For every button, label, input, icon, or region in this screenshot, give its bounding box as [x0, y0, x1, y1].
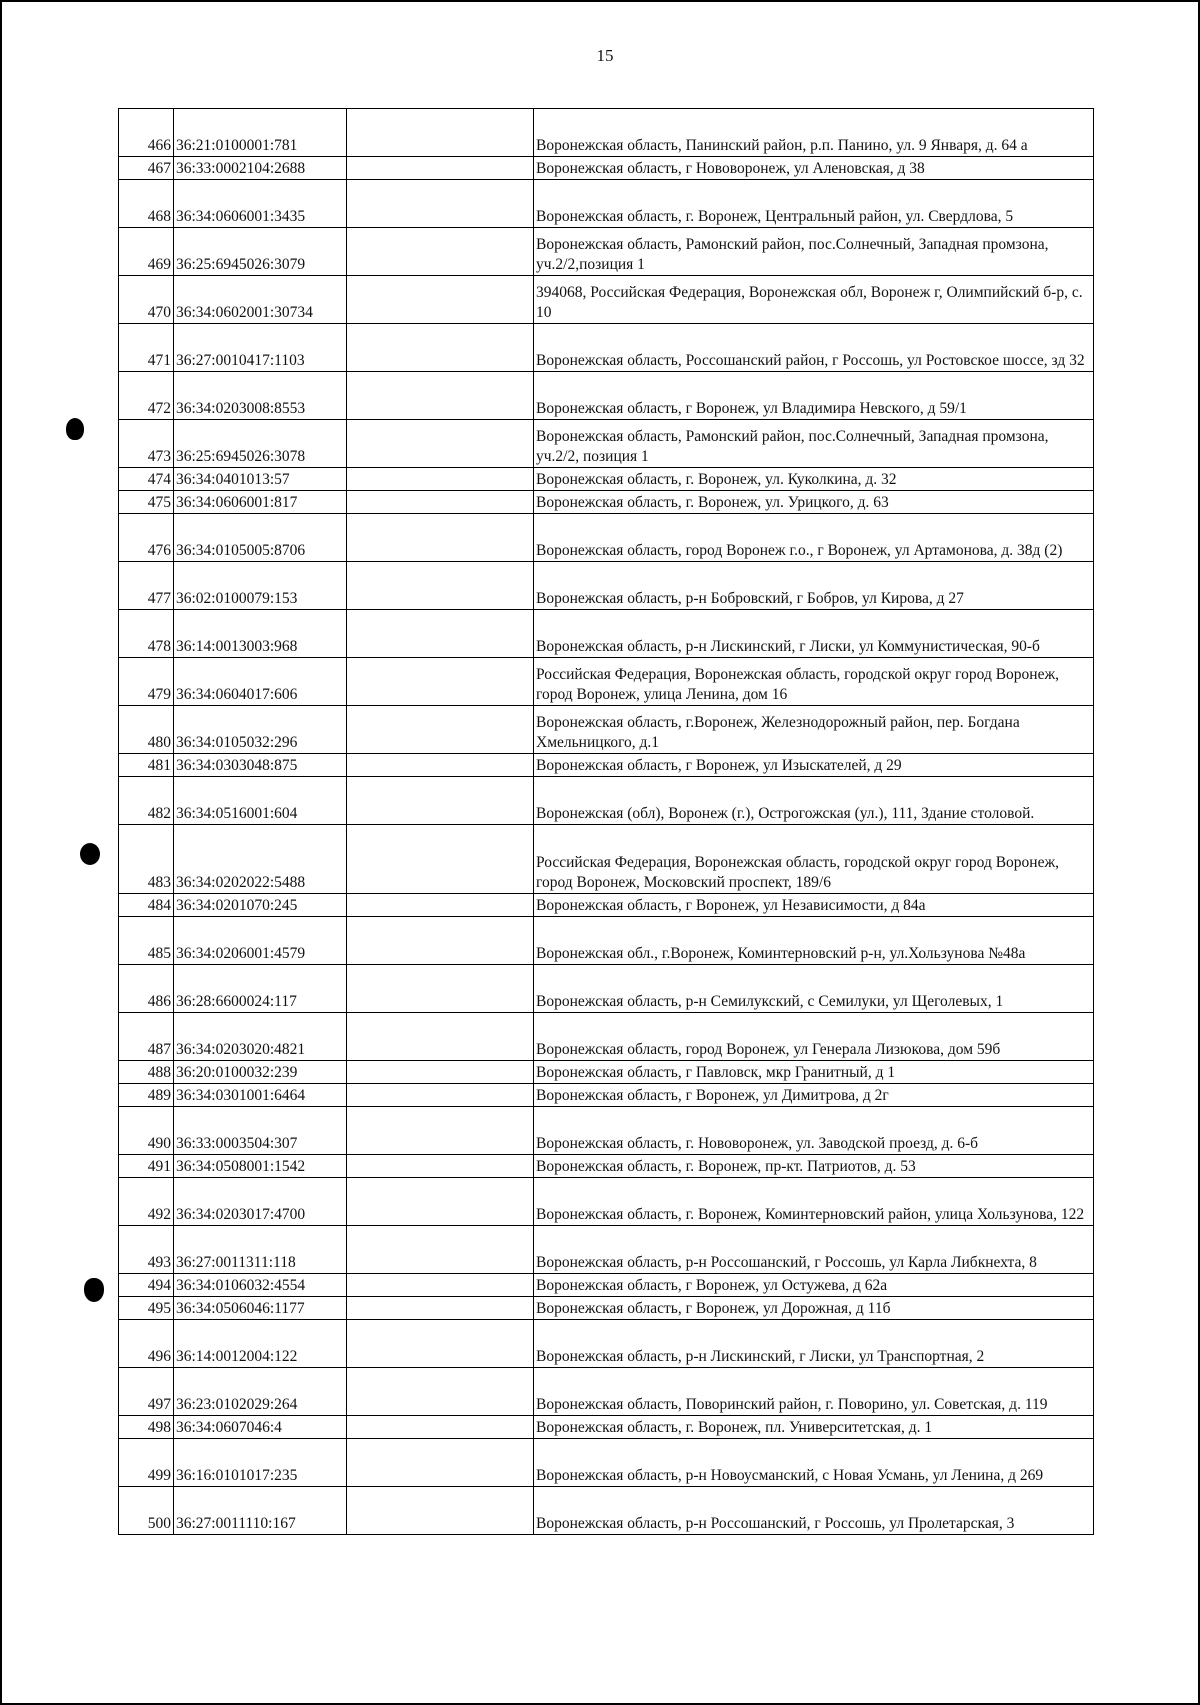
address: Воронежская область, г Воронеж, ул Дорожная, д 11б	[534, 1297, 1094, 1320]
empty-cell	[347, 1178, 534, 1226]
cadastral-number: 36:23:0102029:264	[174, 1368, 347, 1416]
address: Российская Федерация, Воронежская область, городской округ город Воронеж, город Воронеж, улица Ленина, дом 16	[534, 658, 1094, 706]
empty-cell	[347, 491, 534, 514]
empty-cell	[347, 276, 534, 324]
table-row	[119, 658, 1094, 706]
row-number: 499	[119, 1439, 174, 1487]
row-number: 485	[119, 917, 174, 965]
cadastral-number: 36:34:0303048:875	[174, 754, 347, 777]
table-row	[119, 1297, 1094, 1320]
cadastral-number: 36:34:0606001:817	[174, 491, 347, 514]
address: Воронежская область, р-н Лискинский, г Лиски, ул Коммунистическая, 90-б	[534, 610, 1094, 658]
empty-cell	[347, 754, 534, 777]
cadastral-number: 36:20:0100032:239	[174, 1061, 347, 1084]
empty-cell	[347, 1439, 534, 1487]
table-row	[119, 420, 1094, 468]
empty-cell	[347, 420, 534, 468]
cadastral-number: 36:34:0606001:3435	[174, 180, 347, 228]
table-row	[119, 372, 1094, 420]
row-number: 476	[119, 514, 174, 562]
empty-cell	[347, 1274, 534, 1297]
empty-cell	[347, 1320, 534, 1368]
row-number: 483	[119, 825, 174, 894]
cadastral-number: 36:34:0604017:606	[174, 658, 347, 706]
scan-mark	[84, 1278, 104, 1302]
row-number: 469	[119, 228, 174, 276]
cadastral-number: 36:34:0202022:5488	[174, 825, 347, 894]
cadastral-number: 36:34:0203008:8553	[174, 372, 347, 420]
address: Воронежская область, г Воронеж, ул Остужева, д 62а	[534, 1274, 1094, 1297]
row-number: 497	[119, 1368, 174, 1416]
address: Воронежская (обл), Воронеж (г.), Острогожская (ул.), 111, Здание столовой.	[534, 777, 1094, 825]
table-row	[119, 324, 1094, 372]
empty-cell	[347, 324, 534, 372]
address: Воронежская область, г. Воронеж, пр-кт. Патриотов, д. 53	[534, 1155, 1094, 1178]
table-row	[119, 917, 1094, 965]
empty-cell	[347, 965, 534, 1013]
table-row	[119, 894, 1094, 917]
address: Воронежская область, г. Воронеж, Центральный район, ул. Свердлова, 5	[534, 180, 1094, 228]
cadastral-number: 36:21:0100001:781	[174, 109, 347, 157]
empty-cell	[347, 825, 534, 894]
cadastral-number: 36:34:0301001:6464	[174, 1084, 347, 1107]
table-row	[119, 610, 1094, 658]
address: 394068, Российская Федерация, Воронежская обл, Воронеж г, Олимпийский б-р, с. 10	[534, 276, 1094, 324]
table-row	[119, 965, 1094, 1013]
table-row	[119, 1061, 1094, 1084]
row-number: 468	[119, 180, 174, 228]
row-number: 495	[119, 1297, 174, 1320]
cadastral-number: 36:34:0201070:245	[174, 894, 347, 917]
row-number: 484	[119, 894, 174, 917]
cadastral-number: 36:34:0105032:296	[174, 706, 347, 754]
empty-cell	[347, 1084, 534, 1107]
table-row	[119, 754, 1094, 777]
row-number: 474	[119, 468, 174, 491]
table-row	[119, 468, 1094, 491]
table-row	[119, 157, 1094, 180]
cadastral-number: 36:34:0602001:30734	[174, 276, 347, 324]
empty-cell	[347, 180, 534, 228]
row-number: 473	[119, 420, 174, 468]
table-row	[119, 180, 1094, 228]
table-row	[119, 1107, 1094, 1155]
row-number: 487	[119, 1013, 174, 1061]
address: Воронежская область, г Воронеж, ул Владимира Невского, д 59/1	[534, 372, 1094, 420]
empty-cell	[347, 1416, 534, 1439]
row-number: 470	[119, 276, 174, 324]
address: Воронежская область, г. Воронеж, ул. Урицкого, д. 63	[534, 491, 1094, 514]
empty-cell	[347, 157, 534, 180]
table-row	[119, 562, 1094, 610]
row-number: 491	[119, 1155, 174, 1178]
address: Воронежская область, г Воронеж, ул Изыскателей, д 29	[534, 754, 1094, 777]
empty-cell	[347, 372, 534, 420]
row-number: 471	[119, 324, 174, 372]
address: Воронежская область, г. Воронеж, ул. Куколкина, д. 32	[534, 468, 1094, 491]
scan-mark	[66, 418, 84, 440]
empty-cell	[347, 468, 534, 491]
row-number: 482	[119, 777, 174, 825]
cadastral-number: 36:25:6945026:3079	[174, 228, 347, 276]
table-row	[119, 706, 1094, 754]
address: Воронежская область, р-н Лискинский, г Лиски, ул Транспортная, 2	[534, 1320, 1094, 1368]
table-row	[119, 228, 1094, 276]
row-number: 486	[119, 965, 174, 1013]
cadastral-number: 36:34:0106032:4554	[174, 1274, 347, 1297]
address: Российская Федерация, Воронежская область, городской округ город Воронеж, город Воронеж, Московский проспект, 189/6	[534, 825, 1094, 894]
address: Воронежская область, город Воронеж, ул Генерала Лизюкова, дом 59б	[534, 1013, 1094, 1061]
address: Воронежская область, г. Воронеж, Коминтерновский район, улица Хользунова, 122	[534, 1178, 1094, 1226]
address: Воронежская область, Россошанский район, г Россошь, ул Ростовское шоссе, зд 32	[534, 324, 1094, 372]
empty-cell	[347, 562, 534, 610]
row-number: 472	[119, 372, 174, 420]
cadastral-number: 36:02:0100079:153	[174, 562, 347, 610]
row-number: 496	[119, 1320, 174, 1368]
cadastral-number: 36:27:0011110:167	[174, 1487, 347, 1535]
empty-cell	[347, 1061, 534, 1084]
empty-cell	[347, 514, 534, 562]
table-row	[119, 1226, 1094, 1274]
address: Воронежская область, р-н Россошанский, г Россошь, ул Пролетарская, 3	[534, 1487, 1094, 1535]
cadastral-number: 36:33:0002104:2688	[174, 157, 347, 180]
empty-cell	[347, 777, 534, 825]
row-number: 493	[119, 1226, 174, 1274]
cadastral-number: 36:34:0516001:604	[174, 777, 347, 825]
row-number: 479	[119, 658, 174, 706]
address: Воронежская область, г.Воронеж, Железнодорожный район, пер. Богдана Хмельницкого, д.1	[534, 706, 1094, 754]
address: Воронежская область, Поворинский район, г. Поворино, ул. Советская, д. 119	[534, 1368, 1094, 1416]
cadastral-number: 36:33:0003504:307	[174, 1107, 347, 1155]
empty-cell	[347, 1107, 534, 1155]
address: Воронежская область, р-н Россошанский, г Россошь, ул Карла Либкнехта, 8	[534, 1226, 1094, 1274]
table-row	[119, 109, 1094, 157]
cadastral-number: 36:34:0607046:4	[174, 1416, 347, 1439]
row-number: 488	[119, 1061, 174, 1084]
empty-cell	[347, 228, 534, 276]
table-row	[119, 1155, 1094, 1178]
address: Воронежская область, Рамонский район, пос.Солнечный, Западная промзона, уч.2/2, позиция 1	[534, 420, 1094, 468]
table-row	[119, 1439, 1094, 1487]
table-row	[119, 777, 1094, 825]
row-number: 498	[119, 1416, 174, 1439]
table-row	[119, 1178, 1094, 1226]
empty-cell	[347, 917, 534, 965]
registry-table	[118, 108, 1094, 1535]
table-row	[119, 1274, 1094, 1297]
row-number: 478	[119, 610, 174, 658]
cadastral-number: 36:28:6600024:117	[174, 965, 347, 1013]
empty-cell	[347, 1013, 534, 1061]
cadastral-number: 36:34:0508001:1542	[174, 1155, 347, 1178]
cadastral-number: 36:34:0203020:4821	[174, 1013, 347, 1061]
empty-cell	[347, 706, 534, 754]
table-row	[119, 1368, 1094, 1416]
cadastral-number: 36:27:0010417:1103	[174, 324, 347, 372]
table-row	[119, 825, 1094, 894]
row-number: 480	[119, 706, 174, 754]
row-number: 467	[119, 157, 174, 180]
address: Воронежская область, г Павловск, мкр Гранитный, д 1	[534, 1061, 1094, 1084]
row-number: 475	[119, 491, 174, 514]
registry-table-body	[119, 109, 1094, 1535]
cadastral-number: 36:34:0401013:57	[174, 468, 347, 491]
address: Воронежская область, Рамонский район, пос.Солнечный, Западная промзона, уч.2/2,позиция 1	[534, 228, 1094, 276]
address: Воронежская область, г Нововоронеж, ул Аленовская, д 38	[534, 157, 1094, 180]
empty-cell	[347, 894, 534, 917]
empty-cell	[347, 1226, 534, 1274]
page-number: 15	[596, 46, 614, 65]
table-row	[119, 1013, 1094, 1061]
row-number: 481	[119, 754, 174, 777]
cadastral-number: 36:34:0203017:4700	[174, 1178, 347, 1226]
table-row	[119, 276, 1094, 324]
row-number: 494	[119, 1274, 174, 1297]
cadastral-number: 36:25:6945026:3078	[174, 420, 347, 468]
address: Воронежская область, город Воронеж г.о., г Воронеж, ул Артамонова, д. 38д (2)	[534, 514, 1094, 562]
cadastral-number: 36:16:0101017:235	[174, 1439, 347, 1487]
address: Воронежская область, р-н Бобровский, г Бобров, ул Кирова, д 27	[534, 562, 1094, 610]
cadastral-number: 36:14:0013003:968	[174, 610, 347, 658]
empty-cell	[347, 610, 534, 658]
empty-cell	[347, 1368, 534, 1416]
table-row	[119, 1416, 1094, 1439]
address: Воронежская область, г. Воронеж, пл. Университетская, д. 1	[534, 1416, 1094, 1439]
empty-cell	[347, 1297, 534, 1320]
scan-mark	[80, 843, 100, 865]
row-number: 466	[119, 109, 174, 157]
address: Воронежская область, г Воронеж, ул Независимости, д 84а	[534, 894, 1094, 917]
row-number: 477	[119, 562, 174, 610]
cadastral-number: 36:34:0506046:1177	[174, 1297, 347, 1320]
cadastral-number: 36:34:0105005:8706	[174, 514, 347, 562]
table-row	[119, 491, 1094, 514]
table-row	[119, 1487, 1094, 1535]
table-row	[119, 514, 1094, 562]
cadastral-number: 36:34:0206001:4579	[174, 917, 347, 965]
row-number: 500	[119, 1487, 174, 1535]
empty-cell	[347, 658, 534, 706]
address: Воронежская область, р-н Новоусманский, с Новая Усмань, ул Ленина, д 269	[534, 1439, 1094, 1487]
empty-cell	[347, 1487, 534, 1535]
empty-cell	[347, 1155, 534, 1178]
address: Воронежская область, г Воронеж, ул Димитрова, д 2г	[534, 1084, 1094, 1107]
table-row	[119, 1084, 1094, 1107]
address: Воронежская область, р-н Семилукский, с Семилуки, ул Щеголевых, 1	[534, 965, 1094, 1013]
cadastral-number: 36:27:0011311:118	[174, 1226, 347, 1274]
address: Воронежская область, г. Нововоронеж, ул. Заводской проезд, д. 6-б	[534, 1107, 1094, 1155]
table-row	[119, 1320, 1094, 1368]
empty-cell	[347, 109, 534, 157]
row-number: 490	[119, 1107, 174, 1155]
row-number: 489	[119, 1084, 174, 1107]
address: Воронежская область, Панинский район, р.п. Панино, ул. 9 Января, д. 64 а	[534, 109, 1094, 157]
row-number: 492	[119, 1178, 174, 1226]
address: Воронежская обл., г.Воронеж, Коминтерновский р-н, ул.Хользунова №48а	[534, 917, 1094, 965]
cadastral-number: 36:14:0012004:122	[174, 1320, 347, 1368]
